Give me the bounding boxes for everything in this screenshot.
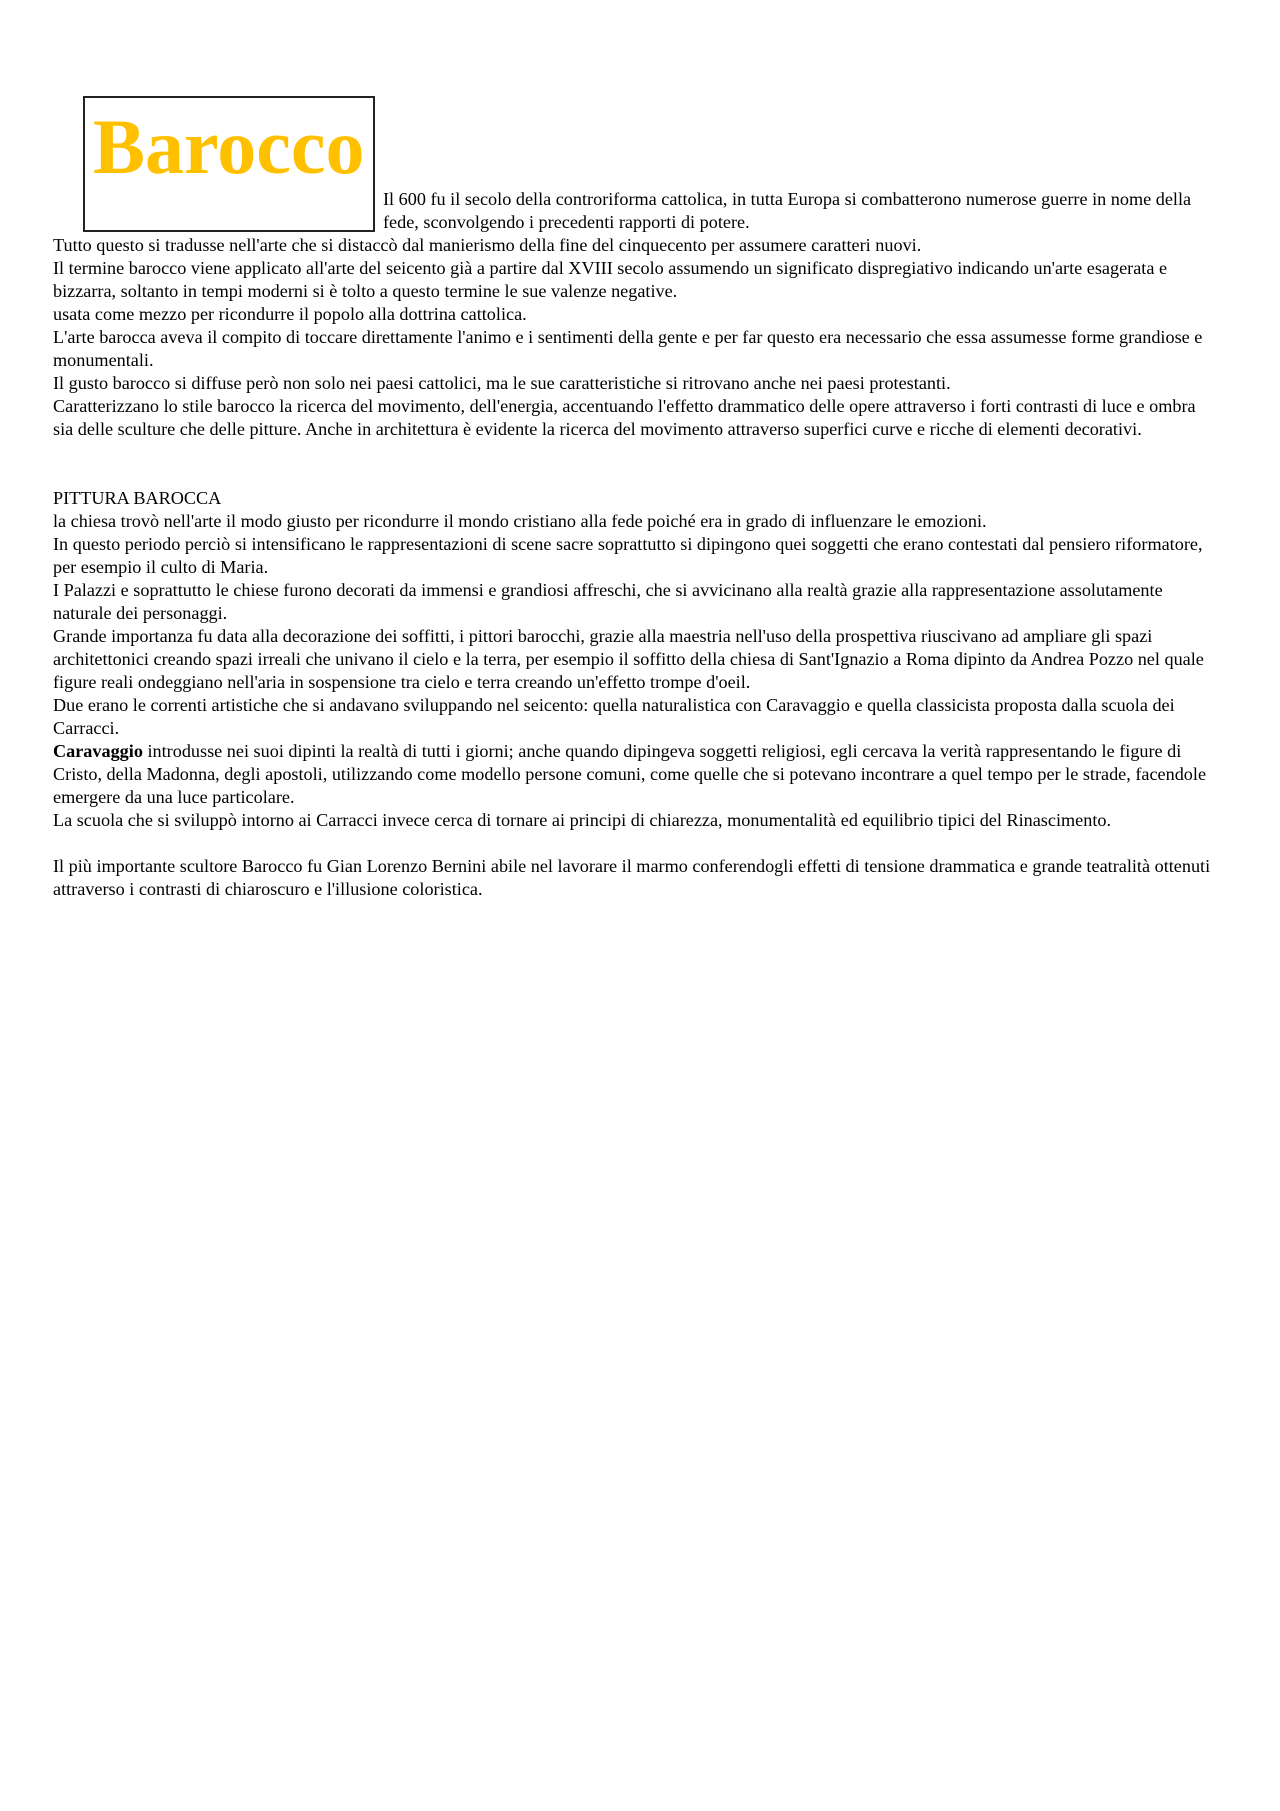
carracci-paragraph: La scuola che si sviluppò intorno ai Carracci invece cerca di tornare ai principi di chiarezza, monumentalità ed equilibrio tipici del Rinascimento.	[53, 810, 1112, 830]
intro-paragraph: Il 600 fu il secolo della controriforma cattolica, in tutta Europa si combatterono numerose guerre in nome della fede, sconvolgendo i precedenti rapporti di potere.	[383, 189, 1192, 232]
intro-paragraph: usata come mezzo per ricondurre il popolo alla dottrina cattolica.	[53, 304, 527, 324]
pittura-paragraph: In questo periodo perciò si intensificano le rappresentazioni di scene sacre soprattutto si dipingono quei soggetti che erano contestati dal pensiero riformatore, per esempio il culto di Maria.	[53, 534, 1203, 577]
document-page	[53, 96, 1213, 901]
intro-paragraph: Caratterizzano lo stile barocco la ricerca del movimento, dell'energia, accentuando l'effetto drammatico delle opere attraverso i forti contrasti di luce e ombra sia delle sculture che delle pitture. Anche in architettura è evidente la ricerca del movimento attraverso superfici curve e ricche di elementi decorativi.	[53, 396, 1196, 439]
intro-paragraph: Il gusto barocco si diffuse però non solo nei paesi cattolici, ma le sue caratteristiche si ritrovano anche nei paesi protestanti.	[53, 373, 951, 393]
spacer	[53, 441, 1213, 487]
document-title: Barocco	[93, 103, 365, 190]
pittura-paragraph: la chiesa trovò nell'arte il modo giusto per ricondurre il mondo cristiano alla fede poiché era in grado di influenzare le emozioni.	[53, 511, 987, 531]
pittura-paragraph: Due erano le correnti artistiche che si andavano sviluppando nel seicento: quella naturalistica con Caravaggio e quella classicista proposta dalla scuola dei Carracci.	[53, 695, 1175, 738]
spacer	[53, 832, 1213, 855]
caravaggio-text: introdusse nei suoi dipinti la realtà di tutti i giorni; anche quando dipingeva soggetti religiosi, egli cercava la verità rappresentando le figure di Cristo, della Madonna, degli apostoli, utilizzando come modello persone comuni, come quelle che si potevano incontrare a quel tempo per le strade, facendole emergere da una luce particolare.	[53, 741, 1207, 807]
intro-paragraph: Il termine barocco viene applicato all'arte del seicento già a partire dal XVIII secolo assumendo un significato dispregiativo indicando un'arte esagerata e bizzarra, soltanto in tempi moderni si è tolto a questo termine le sue valenze negative.	[53, 258, 1168, 301]
title-box	[83, 96, 375, 232]
section-heading: PITTURA BAROCCA	[53, 488, 222, 508]
intro-paragraph: L'arte barocca aveva il compito di toccare direttamente l'animo e i sentimenti della gente e per far questo era necessario che essa assumesse forme grandiose e monumentali.	[53, 327, 1203, 370]
caravaggio-name: Caravaggio	[53, 741, 143, 761]
pittura-paragraph: Grande importanza fu data alla decorazione dei soffitti, i pittori barocchi, grazie alla maestria nell'uso della prospettiva riuscivano ad ampliare gli spazi architettonici creando spazi irreali che univano il cielo e la terra, per esempio il soffitto della chiesa di Sant'Ignazio a Roma dipinto da Andrea Pozzo nel quale figure reali ondeggiano nell'aria in sospensione tra cielo e terra creando un'effetto trompe d'oeil.	[53, 626, 1204, 692]
pittura-paragraph: I Palazzi e soprattutto le chiese furono decorati da immensi e grandiosi affreschi, che si avvicinano alla realtà grazie alla rappresentazione assolutamente naturale dei personaggi.	[53, 580, 1163, 623]
caravaggio-paragraph	[53, 740, 1213, 809]
intro-paragraph: Tutto questo si tradusse nell'arte che si distaccò dal manierismo della fine del cinquecento per assumere caratteri nuovi.	[53, 235, 922, 255]
bernini-paragraph: Il più importante scultore Barocco fu Gian Lorenzo Bernini abile nel lavorare il marmo conferendogli effetti di tensione drammatica e grande teatralità ottenuti attraverso i contrasti di chiaroscuro e l'illusione coloristica.	[53, 856, 1211, 899]
